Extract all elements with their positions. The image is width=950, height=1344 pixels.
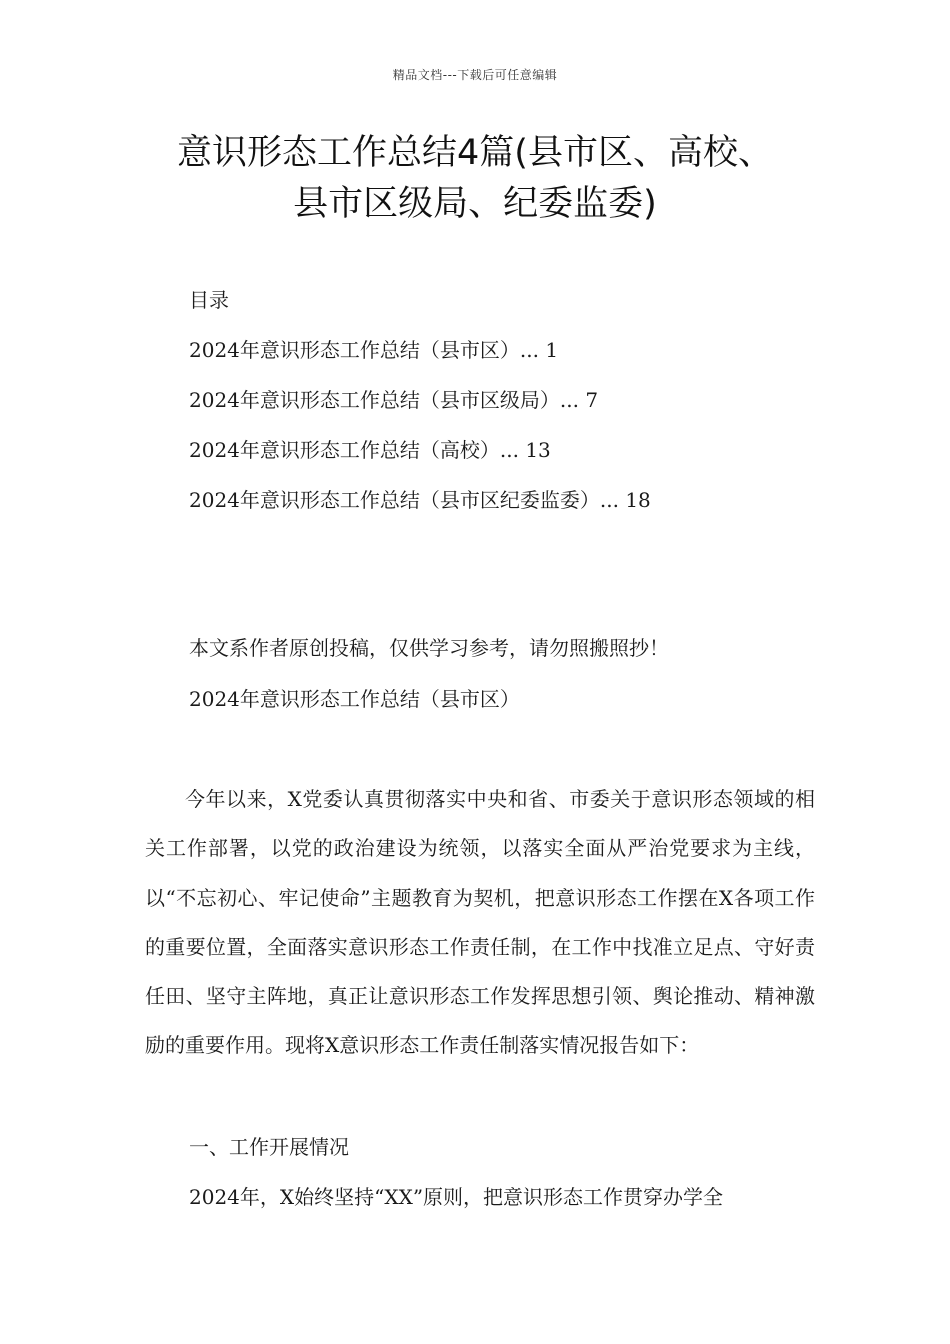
toc-label: 目录	[189, 288, 229, 312]
section-title: 2024年意识形态工作总结（县市区）	[189, 687, 520, 711]
toc-item[interactable]: 2024年意识形态工作总结（县市区级局）... 7	[189, 388, 599, 412]
heading-one: 一、工作开展情况	[189, 1135, 349, 1159]
body-paragraph: 今年以来，X党委认真贯彻落实中央和省、市委关于意识形态领域的相关工作部署，以党的政治建设为统领，以落实全面从严治党要求为主线，以“不忘初心、牢记使命”主题教育为契机，把意识形态工作摆在X各项工作的重要位置，全面落实意识形态工作责任制，在工作中找准立足点、守好责任田、坚守主阵地，真正让意识形态工作发挥思想引领、舆论推动、精神激励的重要作用。现将X意识形态工作责任制落实情况报告如下：	[145, 787, 815, 1058]
body-last-line: 2024年，X始终坚持“XX”原则，把意识形态工作贯穿办学全	[189, 1185, 724, 1209]
toc-item[interactable]: 2024年意识形态工作总结（县市区）... 1	[189, 338, 559, 362]
title-line-2: 县市区级局、纪委监委)	[293, 184, 657, 224]
toc-item[interactable]: 2024年意识形态工作总结（县市区纪委监委）... 18	[189, 488, 651, 512]
copyright-notice: 本文系作者原创投稿，仅供学习参考，请勿照搬照抄！	[189, 636, 669, 660]
header-note: 精品文档---下载后可任意编辑	[392, 68, 558, 82]
document-title	[0, 128, 950, 230]
title-line-1: 意识形态工作总结4篇(县市区、高校、	[177, 133, 773, 173]
toc-item[interactable]: 2024年意识形态工作总结（高校）... 13	[189, 438, 551, 462]
